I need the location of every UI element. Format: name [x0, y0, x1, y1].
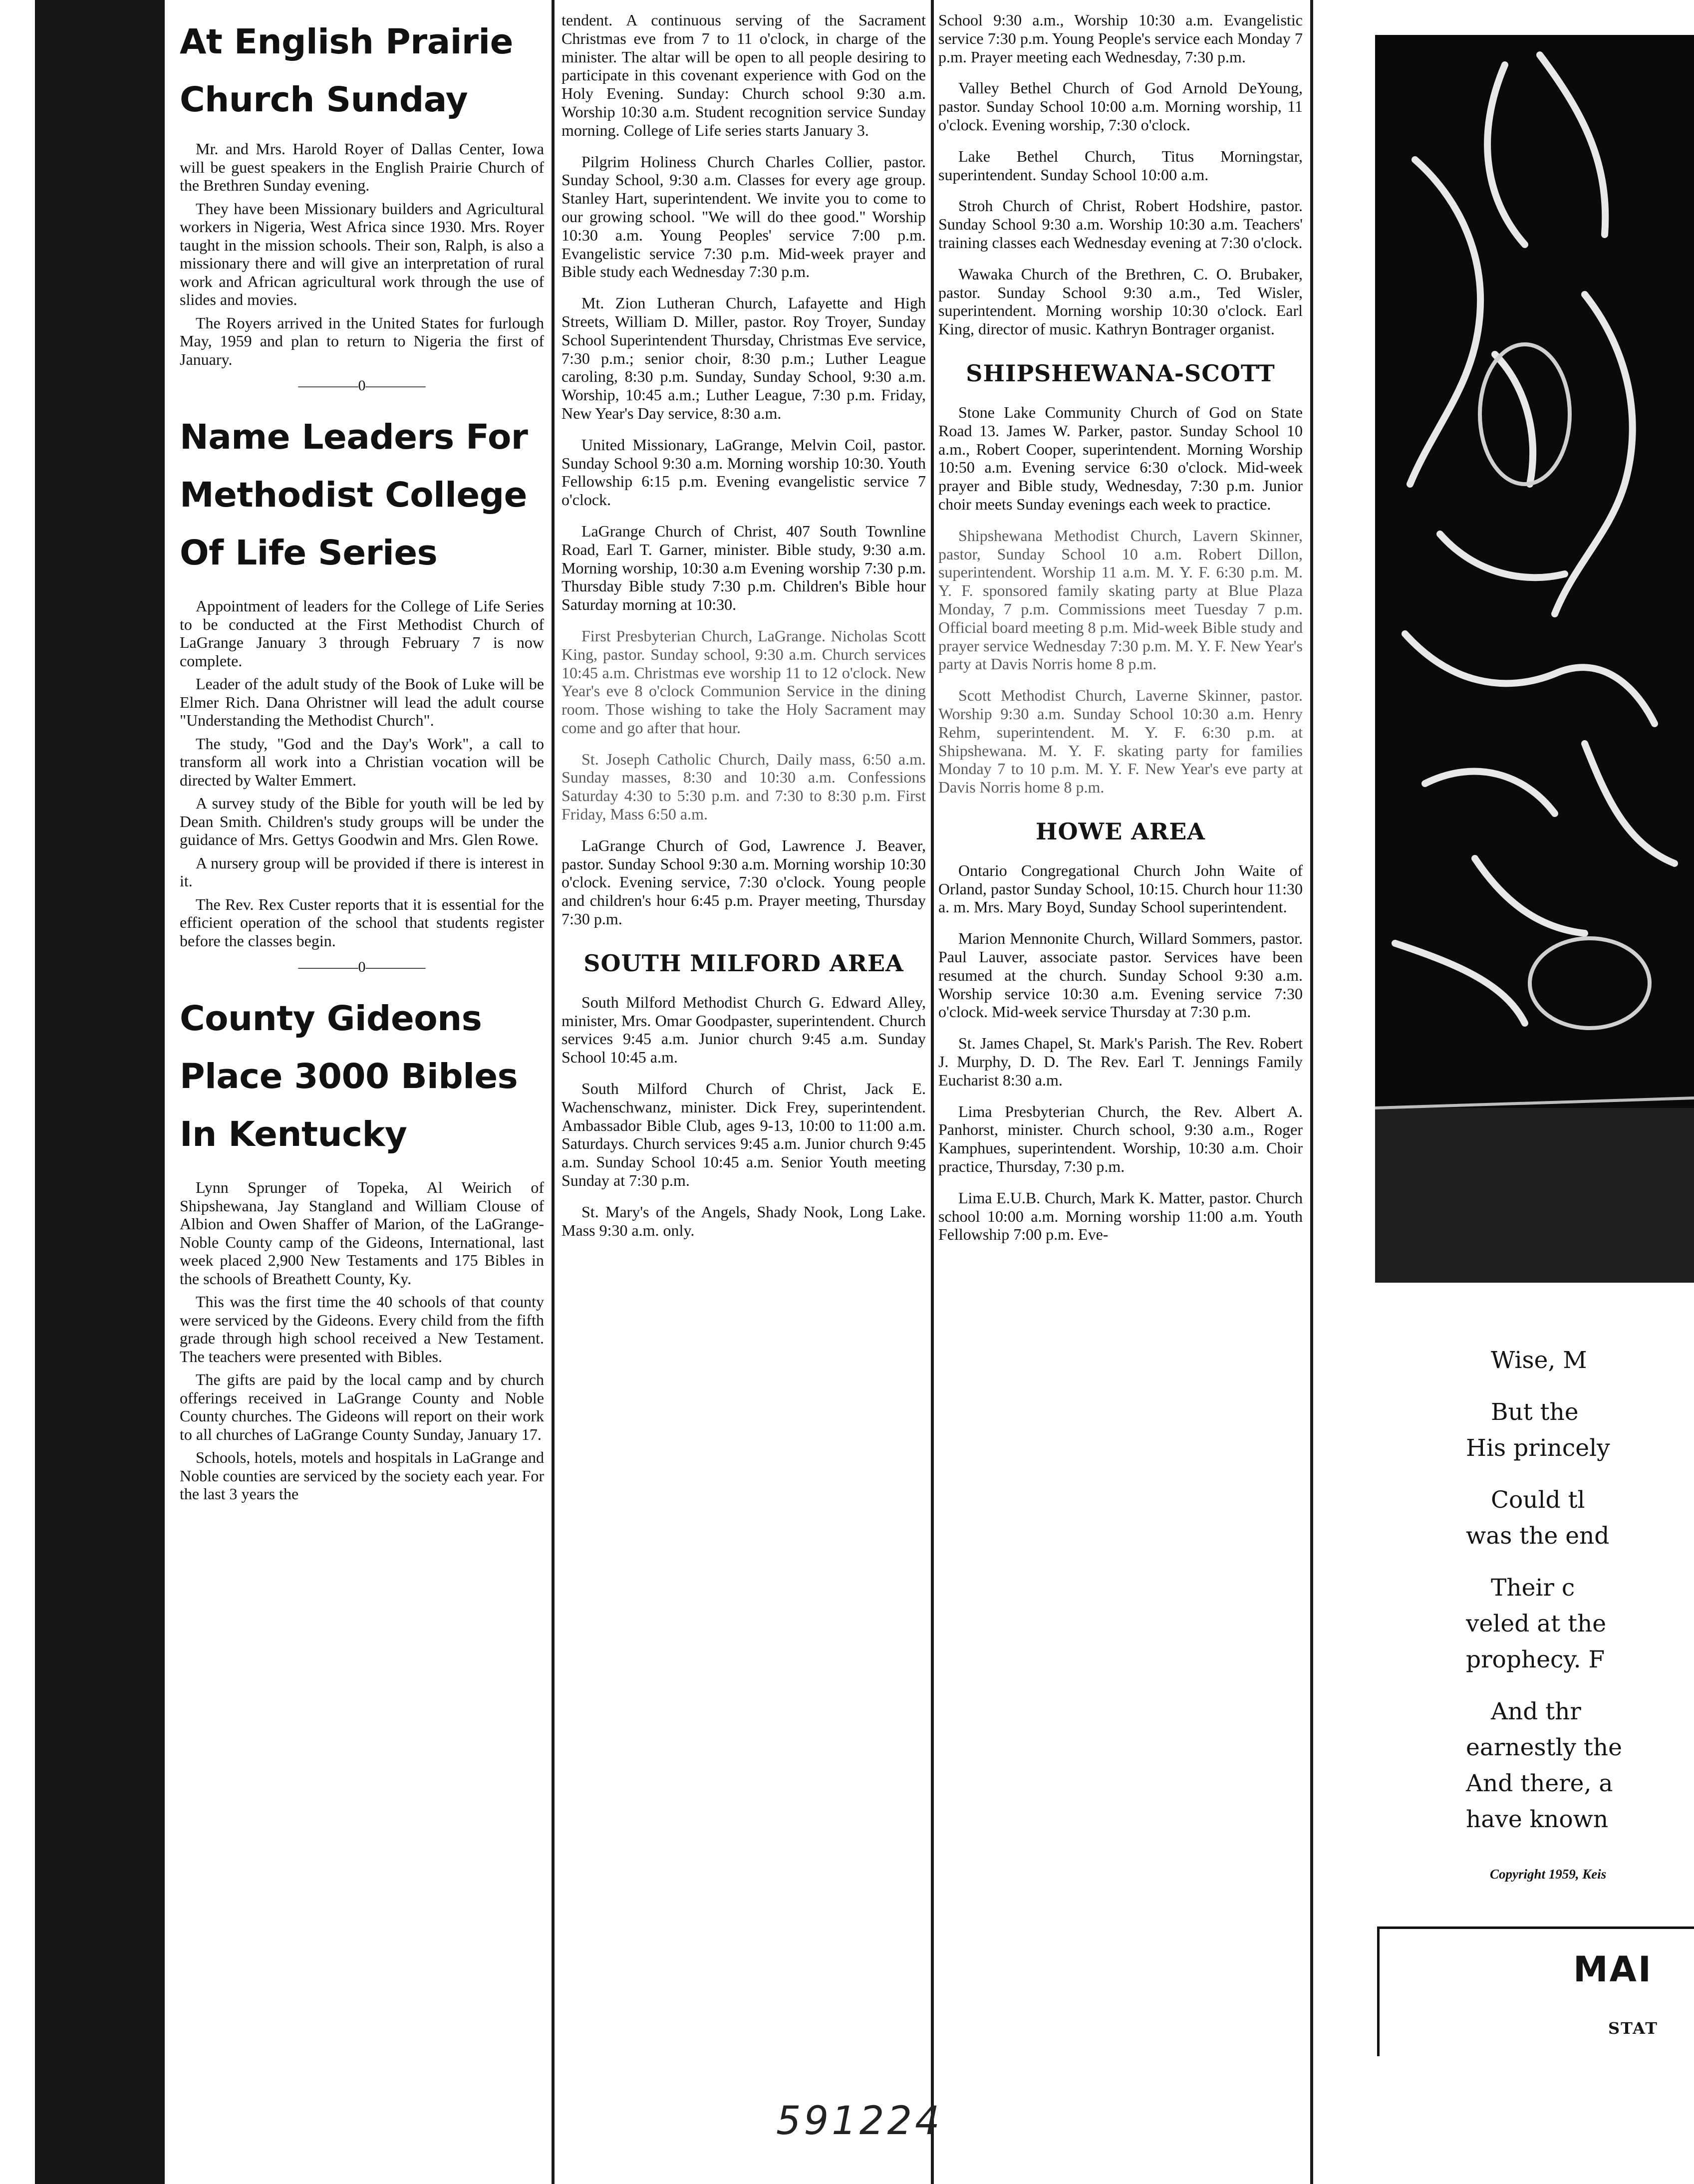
church-listing: First Presbyterian Church, LaGrange. Nicholas Scott King, pastor. Sunday school, 9:30 a.m. Church services 10:45 a.m. Christmas eve worship 11 to 12 o'clock. New Year's eve 8 o'clock Communion Service in the dining room. Those wishing to take the Holy Sacrament may come and go after that hour. [562, 626, 926, 737]
poem-stanza: And thr earnestly the And there, a have known [1466, 1698, 1622, 1833]
church-listing: Marion Mennonite Church, Willard Sommers, pastor. Paul Lauver, associate pastor. Services have been resumed at the church. Sunday School 9:30 a.m. Worship service 10:30 a.m. Evening service 7:30 o'clock. Mid-week service Thursday at 7:30 p.m. [938, 929, 1303, 1021]
church-listing: Stone Lake Community Church of God on State Road 13. James W. Parker, pastor. Sunday School 10 a.m., Robert Cooper, superintendent. Morning Worship 10:50 a.m. Evening service 6:30 o'clock. Mid-week prayer and Bible study, Wednesday, 7:30 p.m. Junior choir meets Sunday evenings each week to practice. [938, 403, 1303, 513]
headline: Place 3000 Bibles [180, 1057, 518, 1096]
scan-edge-bar [35, 0, 165, 2184]
church-listing: School 9:30 a.m., Worship 10:30 a.m. Evangelistic service 7:30 p.m. Young People's service each Monday 7 p.m. Prayer meeting each Wednesday, 7:30 p.m. [938, 11, 1303, 66]
church-listing: Scott Methodist Church, Laverne Skinner, pastor. Worship 9:30 a.m. Sunday School 10:30 a.m. Henry Rehm, superintendent. M. Y. F. 6:30 p.m. at Shipshewana. M. Y. F. skating party for families Monday 7 to 10 p.m. M. Y. F. New Year's eve party at Davis Norris home 8 p.m. [938, 686, 1303, 797]
poem-excerpt [1466, 1343, 1691, 1854]
church-listing: Valley Bethel Church of God Arnold DeYoung, pastor. Sunday School 10:00 a.m. Morning worship, 11 o'clock. Evening worship, 7:30 o'clock. [938, 79, 1303, 134]
church-listing: South Milford Church of Christ, Jack E. Wachenschwanz, minister. Dick Frey, superintendent. Ambassador Bible Club, ages 9-13, 10:00 to 11:00 a.m. Saturdays. Church services 9:45 a.m. Junior church 9:45 a.m. Sunday School 10:45 a.m. Senior Youth meeting Sunday at 7:30 p.m. [562, 1080, 926, 1190]
story-gideons [180, 990, 544, 1503]
paragraph: Schools, hotels, motels and hospitals in LaGrange and Noble counties are serviced by the society each year. For the last 3 years the [180, 1448, 544, 1503]
paragraph: A survey study of the Bible for youth will be led by Dean Smith. Children's study groups will be under the guidance of Mrs. Gettys Goodwin and Mrs. Glen Rowe. [180, 794, 544, 848]
headline: At English Prairie [180, 22, 513, 62]
church-listing: St. Mary's of the Angels, Shady Nook, Long Lake. Mass 9:30 a.m. only. [562, 1202, 926, 1239]
paragraph: They have been Missionary builders and Agricultural workers in Nigeria, West Africa since 1930. Mrs. Royer taught in the mission schools. Their son, Ralph, is also a missionary there and will give an interpretation of rural work and African agricultural work through the use of slides and movies. [180, 199, 544, 308]
paragraph: The study, "God and the Day's Work", a call to transform all work into a Christian vocation will be directed by Walter Emmert. [180, 734, 544, 789]
paragraph: Mr. and Mrs. Harold Royer of Dallas Center, Iowa will be guest speakers in the English Prairie Church of the Brethren Sunday evening. [180, 140, 544, 194]
section-heading: SHIPSHEWANA-SCOTT [966, 359, 1275, 387]
headline: Methodist College [180, 475, 527, 515]
column-rule [1310, 0, 1313, 2184]
church-listing: Lima Presbyterian Church, the Rev. Albert A. Panhorst, minister. Church school, 9:30 a.m., Roger Kamphues, superintendent. Worship, 10:30 a.m. Choir practice, Thursday, 7:30 p.m. [938, 1102, 1303, 1176]
column-2 [562, 0, 926, 2184]
church-listing: United Missionary, LaGrange, Melvin Coil, pastor. Sunday School 9:30 a.m. Morning worship 10:30. Youth Fellowship 6:15 p.m. Evening evangelistic service 7 o'clock. [562, 435, 926, 509]
headline: In Kentucky [180, 1114, 407, 1154]
church-listing: Pilgrim Holiness Church Charles Collier, pastor. Sunday School, 9:30 a.m. Classes for every age group. Stanley Hart, superintendent. We invite you to come to our growing school. "We will do thee good." Worship 10:30 a.m. Young Peoples' service 7:00 p.m. Evangelistic service 7:30 p.m. Mid-week prayer and Bible study each Wednesday 7:30 p.m. [562, 152, 926, 281]
headline: Church Sunday [180, 80, 468, 120]
separator: ————0———— [298, 377, 426, 394]
church-listing: LaGrange Church of Christ, 407 South Townline Road, Earl T. Garner, minister. Bible study, 9:30 a.m. Morning worship, 10:30 a.m Evening worship 7:30 p.m. Thursday Bible study 7:30 p.m. Children's Bible hour Saturday morning at 10:30. [562, 522, 926, 614]
church-listing: St. Joseph Catholic Church, Daily mass, 6:50 a.m. Sunday masses, 8:30 and 10:30 a.m. Confessions Saturday 4:30 to 5:30 p.m. and 7:30 to 8:30 p.m. First Friday, Mass 6:50 a.m. [562, 750, 926, 823]
paragraph: The gifts are paid by the local camp and by church offerings received in LaGrange County and Noble County churches. The Gideons will report on their work to all churches of LaGrange County Sunday, January 17. [180, 1370, 544, 1443]
column-1 [180, 0, 544, 2184]
stained-glass-window-icon [1375, 35, 1694, 1283]
church-listing: Mt. Zion Lutheran Church, Lafayette and High Streets, William D. Miller, pastor. Roy Troyer, Sunday School Superintendent Thursday, Christmas Eve service, 7:30 p.m.; senior choir, 8:30 p.m.; Luther League caroling, 8:30 p.m. Sunday, Sunday School, 9:30 a.m. Worship, 10:45 a.m.; Luther League, 7:30 p.m. Friday, New Year's Day service, 8:30 a.m. [562, 294, 926, 422]
copyright-line: Copyright 1959, Keis [1490, 1867, 1607, 1882]
handwritten-date-stamp: 591224 [776, 2099, 943, 2144]
paragraph: The Rev. Rex Custer reports that it is essential for the efficient operation of the school that students register before the classes begin. [180, 895, 544, 950]
church-listing: Ontario Congregational Church John Waite of Orland, pastor Sunday School, 10:15. Church hour 11:30 a. m. Mrs. Mary Boyd, Sunday School superintendent. [938, 861, 1303, 916]
church-listing: St. James Chapel, St. Mark's Parish. The Rev. Robert J. Murphy, D. D. The Rev. Earl T. Jennings Family Eucharist 8:30 a.m. [938, 1034, 1303, 1089]
stained-glass-window-image [1375, 35, 1694, 1283]
church-listing: tendent. A continuous serving of the Sacrament Christmas eve from 7 to 11 o'clock, in charge of the minister. The altar will be open to all people desiring to participate in this covenant experience with God on the Holy Evening. Sunday: Church school 9:30 a.m. Worship 10:30 a.m. Student recognition service Sunday morning. College of Life series starts January 3. [562, 11, 926, 139]
church-listing: Wawaka Church of the Brethren, C. O. Brubaker, pastor. Sunday School 9:30 a.m., Ted Wisler, superintendent. Morning worship 10:30 o'clock. Earl King, director of music. Kathryn Bontrager organist. [938, 265, 1303, 338]
church-listing: Lake Bethel Church, Titus Morningstar, superintendent. Sunday School 10:00 a.m. [938, 147, 1303, 184]
church-listing: Stroh Church of Christ, Robert Hodshire, pastor. Sunday School 9:30 a.m. Worship 10:30 a.m. Teachers' training classes each Wednesday evening at 7:30 o'clock. [938, 197, 1303, 252]
church-listing: Lima E.U.B. Church, Mark K. Matter, pastor. Church school 10:00 a.m. Morning worship 11:00 a.m. Youth Fellowship 7:00 p.m. Eve- [938, 1188, 1303, 1244]
poem-stanza: Could tl was the end [1466, 1486, 1610, 1550]
paragraph: Lynn Sprunger of Topeka, Al Weirich of Shipshewana, Jay Stangland and William Clouse of Albion and Owen Shaffer of Marion, of the LaGrange-Noble County camp of the Gideons, International, last week placed 2,900 New Testaments and 175 Bibles in the schools of Breathett County, Ky. [180, 1178, 544, 1288]
poem-stanza: But the His princely [1466, 1398, 1610, 1462]
story-royer [180, 0, 544, 398]
advertisement-box [1377, 1926, 1694, 2056]
headline: Of Life Series [180, 533, 438, 573]
column-rule [552, 0, 555, 2184]
headline: Name Leaders For [180, 417, 528, 457]
headline-line-partial [180, 0, 544, 13]
separator: ————0———— [298, 959, 426, 975]
column-rule [931, 0, 934, 2184]
column-4 [1375, 0, 1694, 2184]
poem-stanza: Wise, M [1491, 1347, 1587, 1374]
paragraph: Leader of the adult study of the Book of Luke will be Elmer Rich. Dana Ohristner will lead the adult course "Understanding the Methodist Church". [180, 675, 544, 729]
paragraph: This was the first time the 40 schools of that county were serviced by the Gideons. Every child from the fifth grade through high school received a New Testament. The teachers were presented with Bibles. [180, 1293, 544, 1365]
paragraph: The Royers arrived in the United States for furlough May, 1959 and plan to return to Nigeria the first of January. [180, 313, 544, 368]
paragraph: A nursery group will be provided if there is interest in it. [180, 853, 544, 890]
church-listing: Shipshewana Methodist Church, Lavern Skinner, pastor, Sunday School 10 a.m. Robert Dillon, superintendent. Worship 11 a.m. M. Y. F. 6:30 p.m. M. Y. F. sponsored family skating party at Blue Plaza Monday, 7 p.m. Commissions meet Tuesday 7 p.m. Official board meeting 8 p.m. Mid-week Bible study and prayer service Wednesday 7:30 p.m. M. Y. F. New Year's party at Davis Norris home 8 p.m. [938, 526, 1303, 673]
paragraph: Appointment of leaders for the College of Life Series to be conducted at the First Methodist Church of LaGrange January 3 through February 7 is now complete. [180, 597, 544, 670]
story-methodist-college [180, 408, 544, 980]
headline: County Gideons [180, 999, 482, 1039]
church-listing: LaGrange Church of God, Lawrence J. Beaver, pastor. Sunday School 9:30 a.m. Morning worship 10:30 o'clock. Evening service, 7:30 o'clock. Young people and children's hour 6:45 p.m. Prayer meeting, Thursday 7:30 p.m. [562, 836, 926, 928]
poem-stanza: Their c veled at the prophecy. F [1466, 1574, 1607, 1673]
section-heading: SOUTH MILFORD AREA [583, 949, 904, 977]
ad-subtitle: STAT [1608, 2019, 1659, 2038]
ad-title: MAI [1573, 1949, 1653, 1990]
column-3 [938, 0, 1303, 2184]
section-heading: HOWE AREA [1036, 818, 1205, 845]
church-listing: South Milford Methodist Church G. Edward Alley, minister, Mrs. Omar Goodpaster, superintendent. Church services 9:45 a.m. Junior church 9:45 a.m. Sunday School 10:45 a.m. [562, 993, 926, 1067]
